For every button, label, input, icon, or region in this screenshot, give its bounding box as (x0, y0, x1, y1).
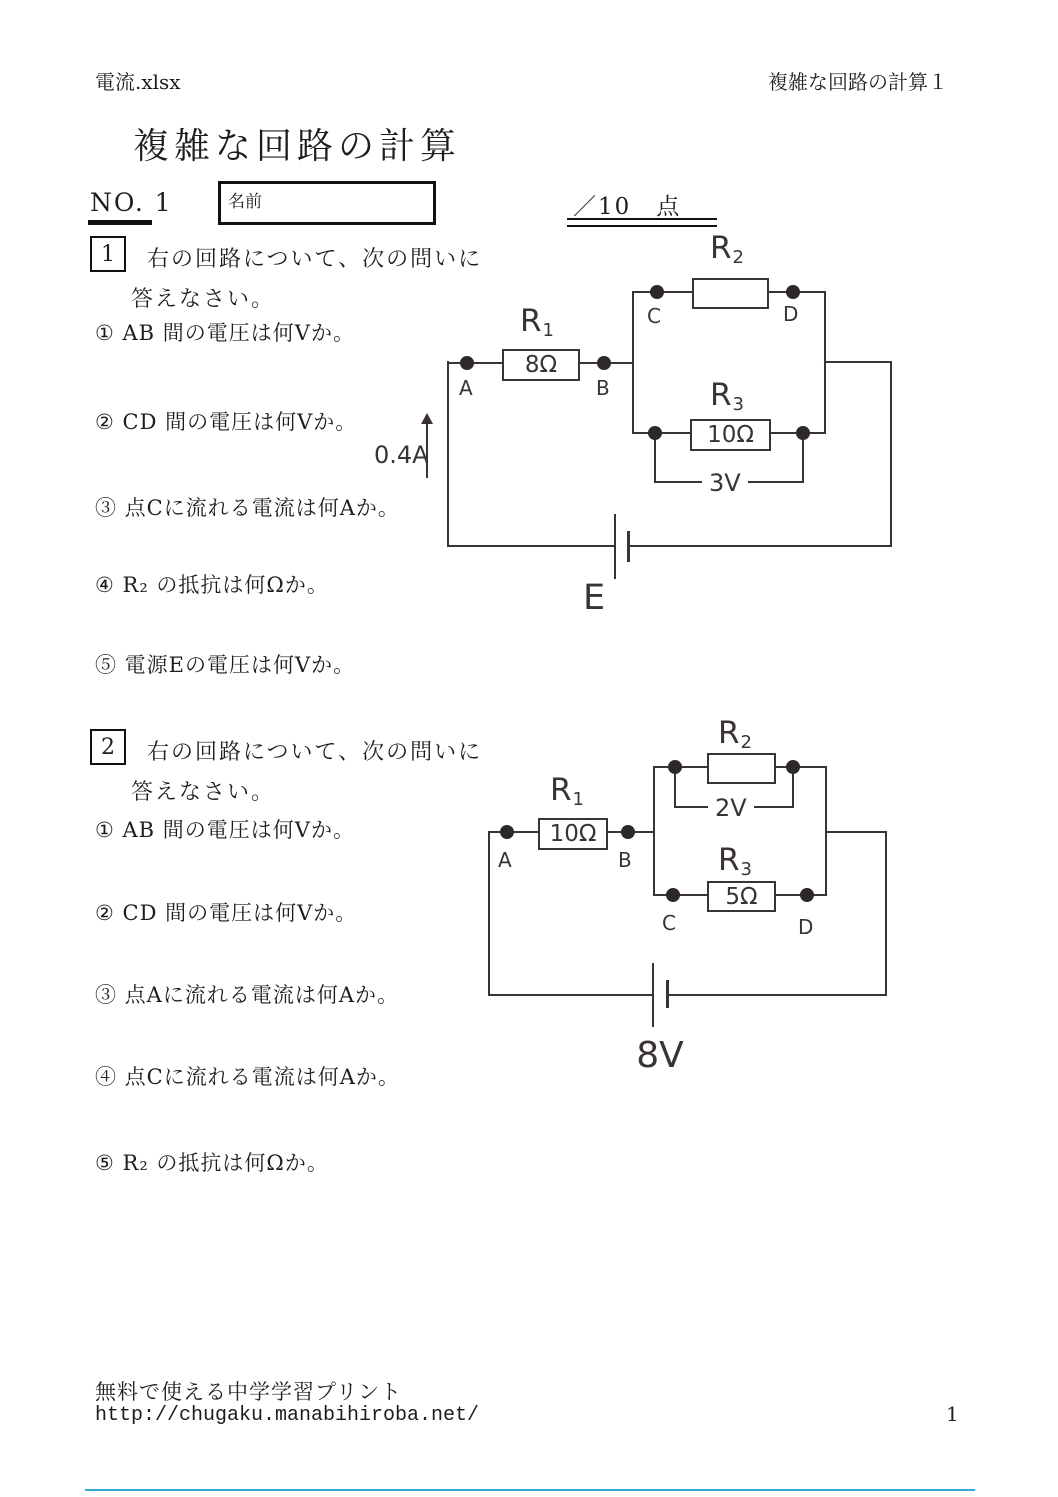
current-arrow-icon (421, 413, 433, 424)
node-c-dot (650, 285, 664, 299)
q2-intro-line1: 右の回路について、次の問いに (147, 740, 483, 765)
r2-left-dot (668, 760, 682, 774)
wire (632, 291, 634, 434)
name-box (218, 181, 436, 225)
wire (824, 361, 892, 363)
resistor-r2-box (692, 278, 769, 309)
wire (667, 994, 887, 996)
node-c-label: C (647, 304, 661, 328)
q1-item-5: ⑤ 電源Eの電圧は何Vか。 (95, 653, 356, 677)
r2-right-dot (786, 760, 800, 774)
page-title: 複雑な回路の計算 (133, 126, 462, 167)
node-d-label: D (798, 915, 814, 939)
wire (628, 545, 892, 547)
node-d-dot (786, 285, 800, 299)
q1-item-2: ② CD 間の電圧は何Vか。 (95, 410, 358, 434)
node-c-label: C (662, 911, 676, 935)
r3-left-dot (648, 426, 662, 440)
q1-number-box: 1 (90, 236, 126, 272)
q2-item-5: ⑤ R₂ の抵抗は何Ωか。 (95, 1151, 329, 1175)
node-d-dot (800, 888, 814, 902)
node-b-dot (597, 356, 611, 370)
resistor-r1-box: 8Ω (502, 349, 580, 381)
score-underline (567, 218, 717, 227)
wire (825, 831, 887, 833)
name-label: 名前 (228, 192, 262, 212)
battery-short-plate (666, 980, 669, 1008)
q2-item-1: ① AB 間の電圧は何Vか。 (95, 818, 355, 842)
node-b-label: B (618, 848, 632, 872)
q2-item-2: ② CD 間の電圧は何Vか。 (95, 901, 358, 925)
circuit-diagram-1 (370, 230, 930, 630)
file-name: 電流.xlsx (95, 70, 181, 94)
voltmeter-reading: 3V (702, 471, 748, 495)
r3-label (718, 842, 752, 880)
r3-label (710, 377, 744, 415)
r3-letter: R (710, 377, 732, 413)
battery-short-plate (627, 531, 630, 562)
node-c-dot (666, 888, 680, 902)
r2-subscript: 2 (732, 247, 744, 268)
wire (890, 361, 892, 547)
resistor-r1-box: 10Ω (538, 818, 608, 850)
battery-long-plate (614, 514, 616, 579)
q2-intro-line2: 答えなさい。 (131, 780, 276, 805)
sheet-number-underline (88, 220, 152, 225)
score-field: ／10 点 (573, 194, 682, 220)
sheet-number: NO. 1 (90, 188, 173, 217)
footer-url: http://chugaku.manabihiroba.net/ (95, 1404, 480, 1427)
q1-item-3: ③ 点Cに流れる電流は何Aか。 (95, 496, 400, 520)
node-a-dot (460, 356, 474, 370)
node-a-label: A (459, 376, 473, 400)
footer-site-name: 無料で使える中学学習プリント (95, 1380, 403, 1404)
voltmeter-lead (802, 433, 804, 483)
r3-letter: R (718, 842, 740, 878)
node-a-dot (500, 825, 514, 839)
r3-subscript: 3 (732, 394, 744, 415)
r2-letter: R (718, 715, 740, 751)
r1-letter: R (550, 772, 572, 808)
r1-label (520, 303, 554, 341)
node-d-label: D (783, 302, 799, 326)
r1-subscript: 1 (542, 320, 554, 341)
r2-label (718, 715, 752, 753)
page-number: 1 (946, 1402, 959, 1426)
wire (885, 831, 887, 996)
resistor-r3-box: 10Ω (690, 419, 771, 451)
q1-intro-line1: 右の回路について、次の問いに (147, 247, 483, 272)
q2-number-box: 2 (90, 729, 126, 765)
resistor-r2-box (707, 753, 776, 784)
voltmeter-lead (654, 433, 656, 483)
q1-item-1: ① AB 間の電圧は何Vか。 (95, 321, 355, 345)
voltmeter-reading: 2V (708, 796, 754, 820)
r1-label (550, 772, 584, 810)
wire (488, 994, 654, 996)
node-b-dot (621, 825, 635, 839)
wire (653, 766, 655, 896)
current-label: 0.4A (374, 441, 429, 469)
node-a-label: A (498, 848, 512, 872)
battery-label: 8V (636, 1035, 684, 1076)
node-b-label: B (596, 376, 610, 400)
q2-item-4: ④ 点Cに流れる電流は何Aか。 (95, 1065, 400, 1089)
r2-label (710, 230, 744, 268)
circuit-diagram-2 (450, 700, 910, 1100)
footer-accent-line (85, 1489, 975, 1491)
wire (447, 361, 449, 547)
header-right-title: 複雑な回路の計算１ (768, 70, 948, 94)
q2-item-3: ③ 点Aに流れる電流は何Aか。 (95, 983, 400, 1007)
battery-long-plate (652, 963, 654, 1027)
r1-letter: R (520, 303, 542, 339)
r2-letter: R (710, 230, 732, 266)
r3-subscript: 3 (740, 859, 752, 880)
q1-item-4: ④ R₂ の抵抗は何Ωか。 (95, 573, 329, 597)
r2-subscript: 2 (740, 732, 752, 753)
q1-intro-line2: 答えなさい。 (131, 287, 276, 312)
wire (447, 545, 615, 547)
r1-subscript: 1 (572, 789, 584, 810)
r3-right-dot (796, 426, 810, 440)
wire (488, 831, 490, 996)
battery-label: E (582, 578, 606, 618)
resistor-r3-box: 5Ω (707, 881, 776, 912)
